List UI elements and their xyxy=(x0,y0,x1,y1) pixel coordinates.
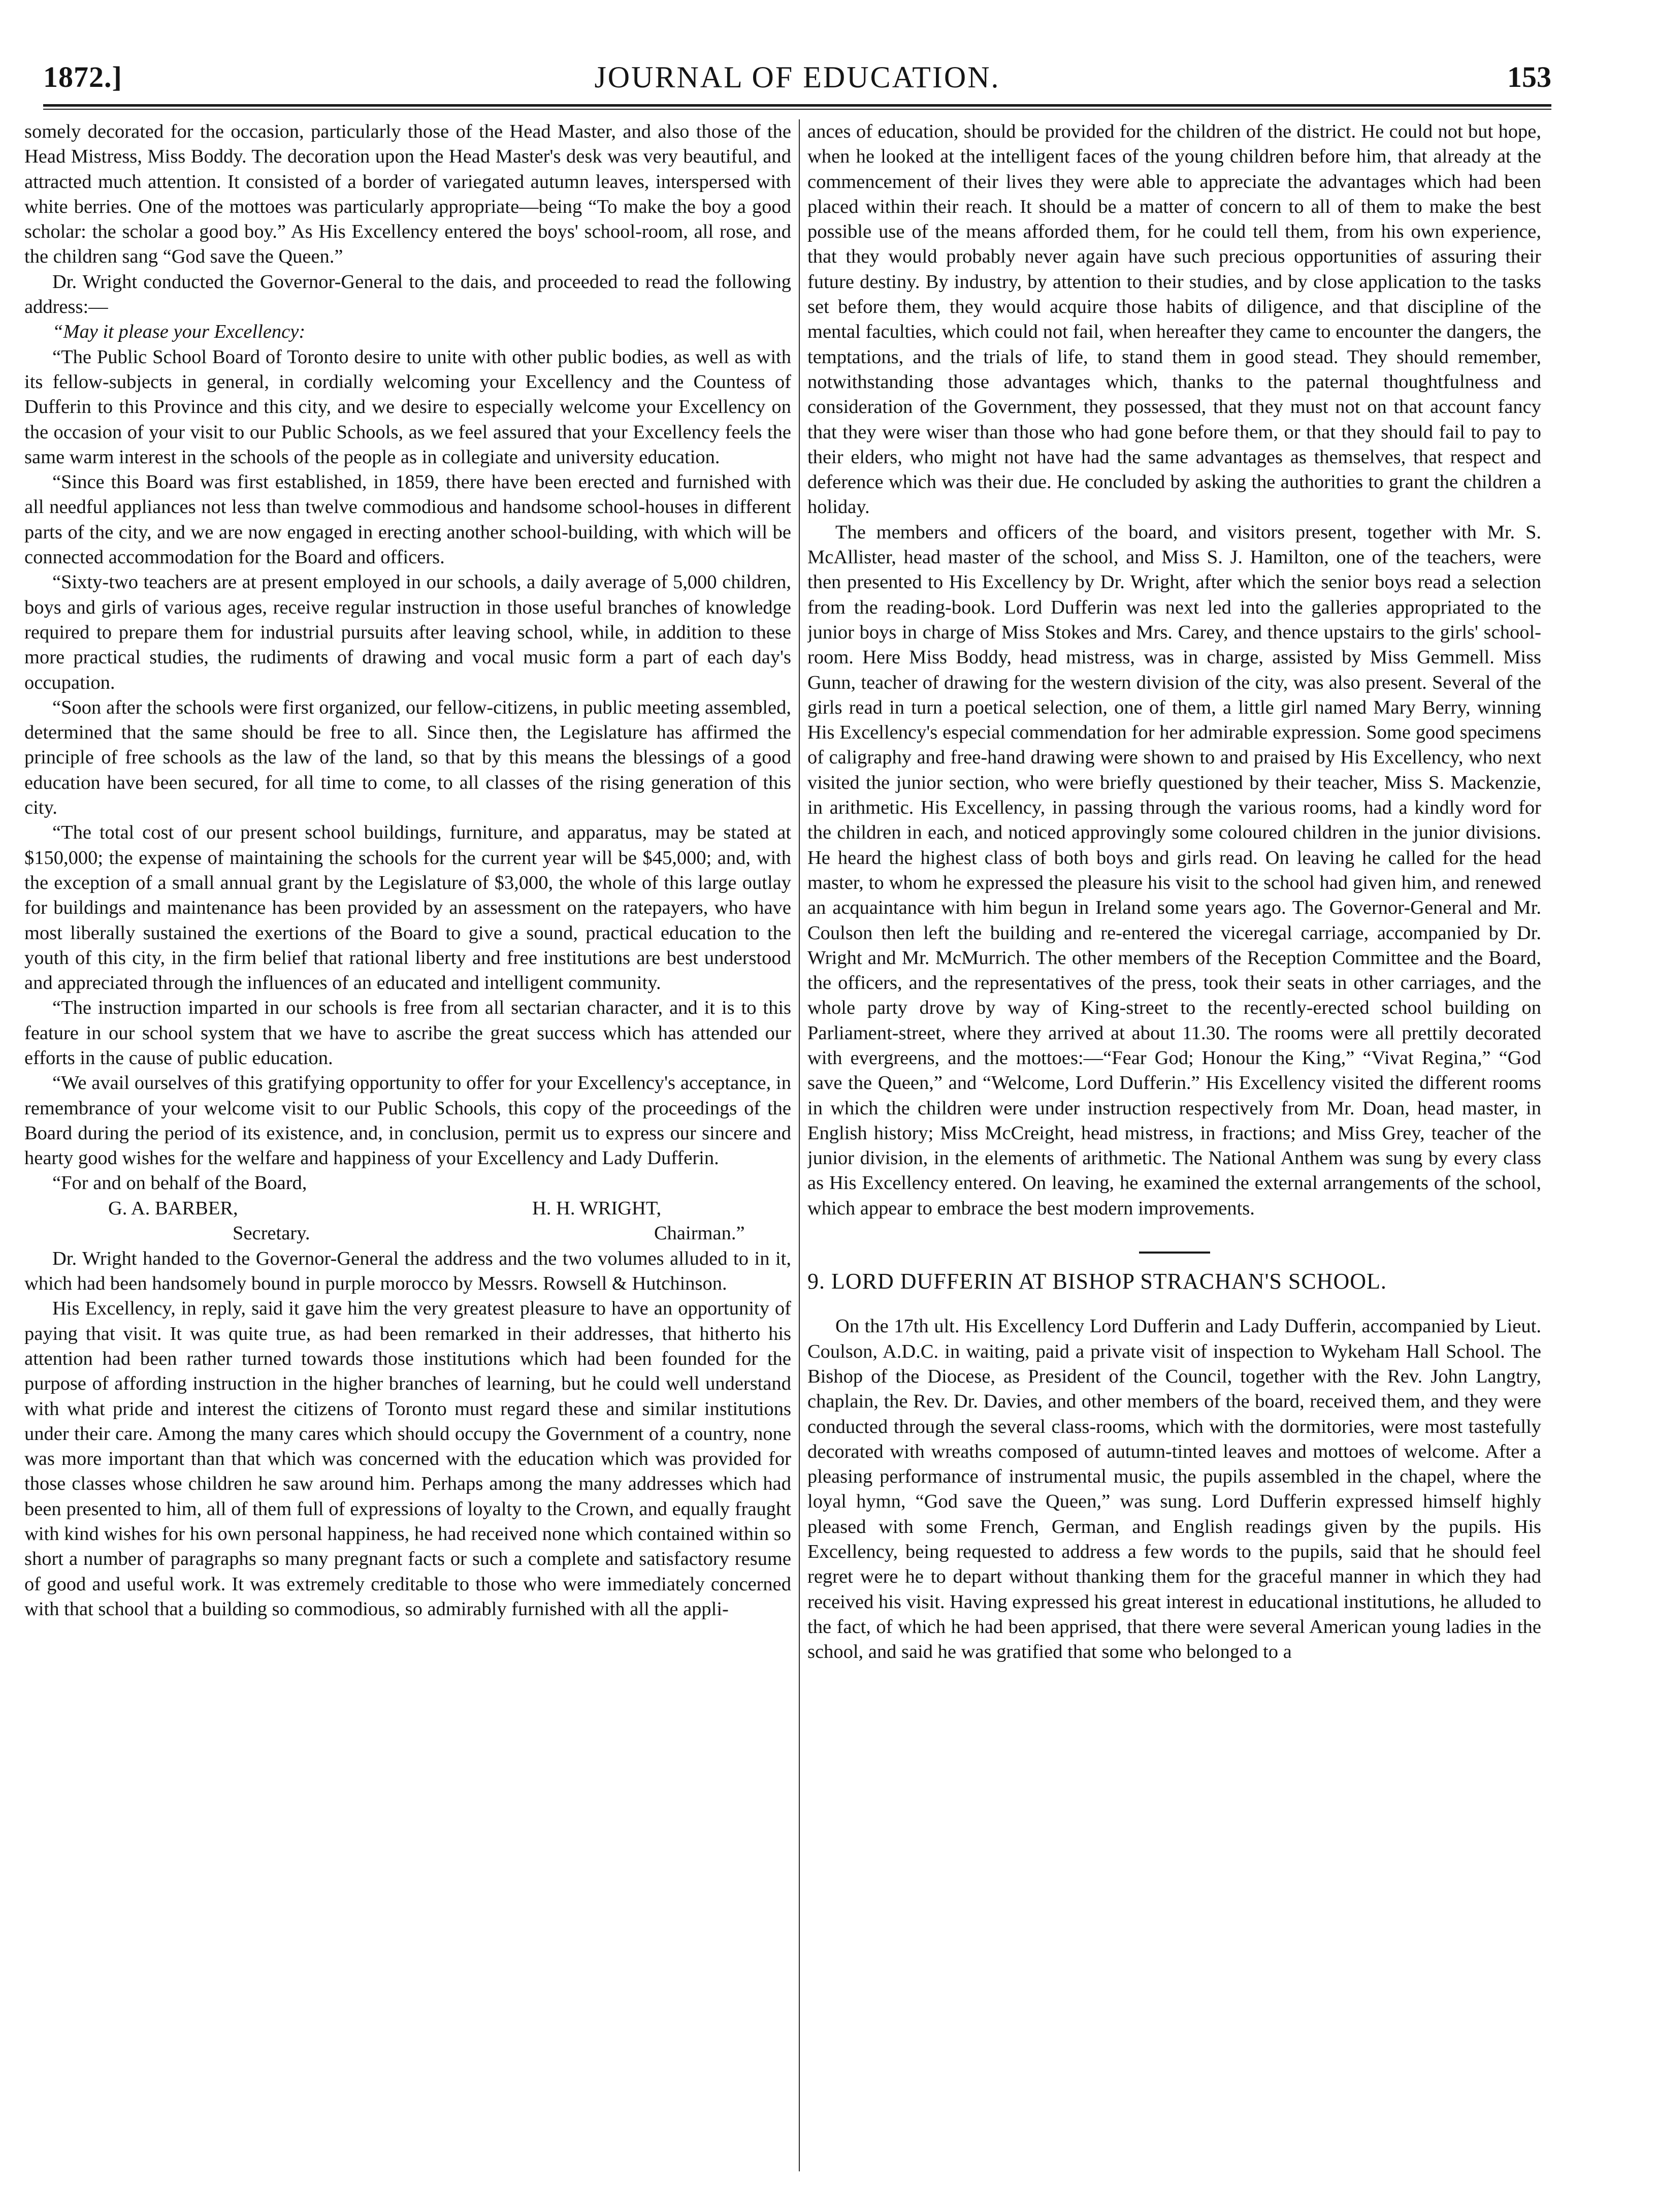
paragraph: “The total cost of our present school buildings, furniture, and apparatus, may be stated at $150,000; the expense of maintaining the schools for the current year will be $45,000; and, with the exception of a small annual grant by the Legislature of $3,000, the whole of this large outlay for buildings and maintenance has been provided by an assessment on the ratepayers, who have most liberally sustained the exertions of the Board to give a sound, practical education to the youth of this city, in the firm belief that rational liberty and free institutions are best understood and appreciated through the influences of an educated and intelligent community. xyxy=(24,822,791,994)
signatory-name: G. A. BARBER, xyxy=(108,1197,238,1219)
paragraph: “Sixty-two teachers are at present employed in our schools, a daily average of 5,000 children, boys and girls of various ages, receive regular instruction in those useful branches of knowledge required to prepare them for industrial pursuits after leaving school, while, in addition to these more practical studies, the rudiments of drawing and vocal music form a part of each day's occupation. xyxy=(24,571,791,693)
paragraph: “The instruction imparted in our schools is free from all sectarian character, and it is to this feature in our school system that we have to ascribe the great success which has attended our efforts in the cause of public education. xyxy=(24,997,791,1069)
section-heading: 9. LORD DUFFERIN AT BISHOP STRACHAN'S SCHOOL. xyxy=(807,1269,1387,1294)
column-divider xyxy=(799,119,800,2171)
signature-block xyxy=(24,1196,791,1246)
paragraph: His Excellency, in reply, said it gave him the very greatest pleasure to have an opportunity of paying that visit. It was quite true, as had been remarked in their addresses, that hitherto his attention had been rather turned towards those institutions which had been founded for the purpose of affording instruction in the higher branches of learning, but he could well understand with what pride and interest the citizens of Toronto must regard these and similar institutions under their care. Among the many cares which should occupy the Government of a country, none was more important than that which was concerned with the education which was provided for those classes whose children he saw around him. Perhaps among the many addresses which had been presented to him, all of them full of expressions of loyalty to the Crown, and equally fraught with kind wishes for his own personal happiness, he had received none which contained within so short a number of paragraphs so many pregnant facts or such a complete and satisfactory resume of good and useful work. It was extremely creditable to those who were immediately concerned with that school that a building so commodious, so admirably furnished with all the appli- xyxy=(24,1298,791,1620)
paragraph: “The Public School Board of Toronto desire to unite with other public bodies, as well as with its fellow-subjects in general, in cordially welcoming your Excellency and the Countess of Dufferin to this Province and this city, and we desire to especially welcome your Excellency on the occasion of your visit to our Public Schools, as we feel assured that your Excellency feels the same warm interest in the schools of the people as in collegiate and university education. xyxy=(24,346,791,468)
paragraph: On the 17th ult. His Excellency Lord Dufferin and Lady Dufferin, accompanied by Lieut. Coulson, A.D.C. in waiting, paid a private visit of inspection to Wykeham Hall School. The Bishop of the Diocese, as President of the Council, together with the Rev. John Langtry, chaplain, the Rev. Dr. Davies, and other members of the board, received them, and they were conducted through the several class-rooms, which with the dormitories, were most tastefully decorated with wreaths composed of autumn-tinted leaves and mottoes of welcome. After a pleasing performance of instrumental music, the pupils assembled in the chapel, where the loyal hymn, “God save the Queen,” was sung. Lord Dufferin expressed himself highly pleased with some French, German, and English readings given by the pupils. His Excellency, being requested to address a few words to the pupils, said that he should feel regret were he to depart without thanking them for the graceful manner in which they had received his visit. Having expressed his great interest in educational institutions, he alluded to the fact, of which he had been apprised, that there were several American young ladies in the school, and said he was gratified that some who belonged to a xyxy=(807,1316,1541,1663)
paragraph: “Since this Board was first established, in 1859, there have been erected and furnished with all needful appliances not less than twelve commodious and handsome school-houses in different parts of the city, and we are now engaged in erecting another school-building, with which will be connected accommodation for the Board and officers. xyxy=(24,471,791,568)
header-year: 1872.] xyxy=(43,60,122,93)
signatory-role: Chairman.” xyxy=(654,1222,745,1244)
page-number: 153 xyxy=(1507,60,1551,93)
paragraph: Dr. Wright handed to the Governor-General the address and the two volumes alluded to in it, which had been handsomely bound in purple morocco by Messrs. Rowsell & Hutchinson. xyxy=(24,1247,791,1295)
running-header xyxy=(43,60,1551,101)
paragraph: “We avail ourselves of this gratifying opportunity to offer for your Excellency's acceptance, in remembrance of your welcome visit to our Public Schools, this copy of the proceedings of the Board during the period of its existence, and, in conclusion, permit us to express our sincere and hearty good wishes for the welfare and happiness of your Excellency and Lady Dufferin. xyxy=(24,1072,791,1169)
paragraph: The members and officers of the board, and visitors present, together with Mr. S. McAllister, head master of the school, and Miss S. J. Hamilton, one of the teachers, were then presented to His Excellency by Dr. Wright, after which the senior boys read a selection from the reading-book. Lord Dufferin was next led into the galleries appropriated to the junior boys in charge of Miss Stokes and Mrs. Carey, and thence upstairs to the girls' school-room. Here Miss Boddy, head mistress, was in charge, assisted by Miss Gemmell. Miss Gunn, teacher of drawing for the western division of the city, was also present. Several of the girls read in turn a poetical selection, one of them, a little girl named Mary Berry, winning His Excellency's especial commendation for her admirable expression. Some good specimens of caligraphy and free-hand drawing were shown to and praised by His Excellency, who next visited the junior section, who were briefly questioned by their teacher, Miss S. Mackenzie, in arithmetic. His Excellency, in passing through the various rooms, had a kindly word for the children in each, and noticed approvingly some coloured children in the junior divisions. He heard the highest class of both boys and girls read. On leaving he called for the head master, to whom he expressed the pleasure his visit to the school had given him, and renewed an acquaintance with him begun in Ireland some years ago. The Governor-General and Mr. Coulson then left the building and re-entered the viceregal carriage, accompanied by Dr. Wright and Mr. McMurrich. The other members of the Reception Committee and the Board, the officers, and the representatives of the press, took their seats in other carriages, and the whole party drove by way of King-street to the recently-erected school building on Parliament-street, where they arrived at about 11.30. The rooms were all prettily decorated with evergreens, and the mottoes:—“Fear God; Honour the King,” “Vivat Regina,” “God save the Queen,” and “Welcome, Lord Dufferin.” His Excellency visited the different rooms in which the children were under instruction respectively from Mr. Doan, head master, in English history; Miss McCreight, head mistress, in fractions; and Miss Grey, teacher of the junior division, in the elements of arithmetic. The National Anthem was sung by every class as His Excellency entered. On leaving, he examined the external arrangements of the school, which appear to embrace the best modern improvements. xyxy=(807,521,1541,1219)
header-rule-thin xyxy=(43,109,1551,110)
left-column xyxy=(24,119,791,2176)
right-column xyxy=(807,119,1541,2176)
section-rule xyxy=(1139,1252,1210,1254)
signatory-role: Secretary. xyxy=(233,1222,310,1244)
journal-title: JOURNAL OF EDUCATION. xyxy=(594,60,1000,94)
paragraph: “For and on behalf of the Board, xyxy=(52,1172,307,1194)
header-rule xyxy=(43,104,1551,107)
paragraph: Dr. Wright conducted the Governor-General to the dais, and proceeded to read the following address:— xyxy=(24,271,791,318)
paragraph: somely decorated for the occasion, particularly those of the Head Master, and also those of the Head Mistress, Miss Boddy. The decoration upon the Head Master's desk was very beautiful, and attracted much attention. It consisted of a border of variegated autumn leaves, interspersed with white berries. One of the mottoes was particularly appropriate—being “To make the boy a good scholar: the scholar a good boy.” As His Excellency entered the boys' school-room, all rose, and the children sang “God save the Queen.” xyxy=(24,121,791,268)
signatory-name: H. H. WRIGHT, xyxy=(532,1197,662,1219)
paragraph: ances of education, should be provided for the children of the district. He could not but hope, when he looked at the intelligent faces of the young children before him, that already at the commencement of their lives they were able to appreciate the advantages which had been placed within their reach. It should be a matter of concern to all of them to make the best possible use of the means afforded them, for he could tell them, from his own experience, that they would probably never again have such precious opportunities of assuring their future destiny. By industry, by attention to their studies, and by close application to the tasks set before them, they would acquire those habits of diligence, and that discipline of the mental faculties, which could not fail, when hereafter they came to encounter the dangers, the temptations, and the trials of life, to stand them in good stead. They should remember, notwithstanding those advantages which, thanks to the paternal thoughtfulness and consideration of the Government, they possessed, that they must not on that account fancy that they were wiser than those who had gone before them, or that they should fail to pay to their elders, who might not have had the same advantages as themselves, that respect and deference which was their due. He concluded by asking the authorities to grant the children a holiday. xyxy=(807,121,1541,518)
address-salutation: “May it please your Excellency: xyxy=(52,321,306,343)
paragraph: “Soon after the schools were first organized, our fellow-citizens, in public meeting assembled, determined that the same should be free to all. Since then, the Legislature has affirmed the principle of free schools as the law of the land, so that by this means the blessings of a good education have been secured, for all time to come, to all classes of the rising generation of this city. xyxy=(24,696,791,819)
